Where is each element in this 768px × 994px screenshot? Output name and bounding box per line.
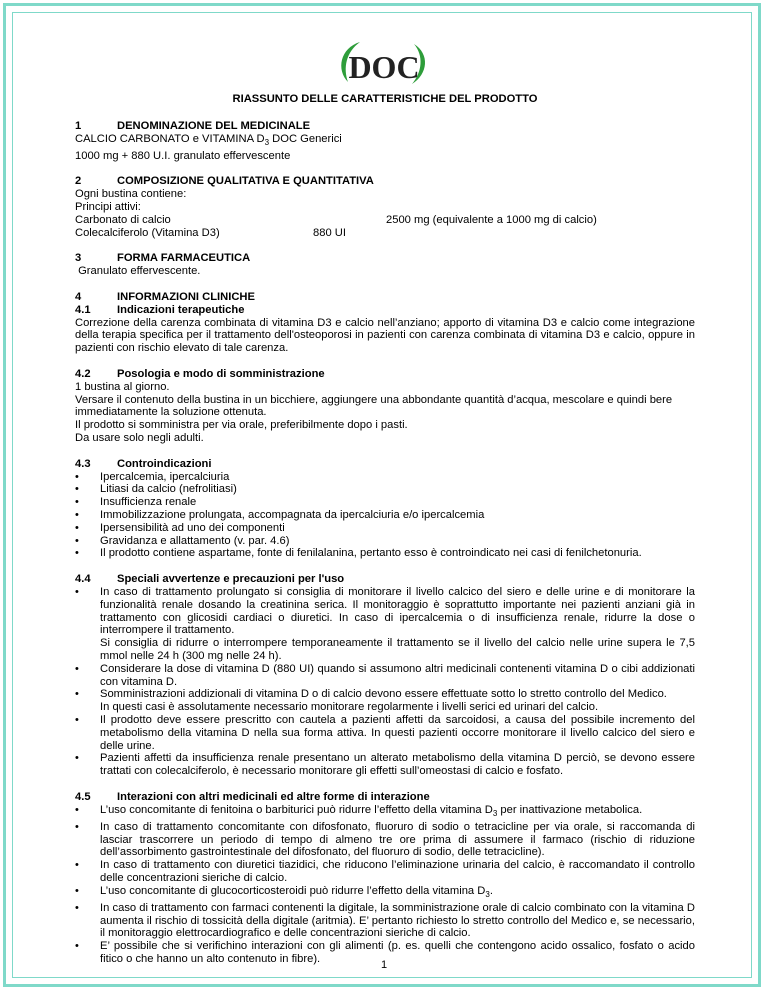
posology-line: Da usare solo negli adulti.: [75, 431, 204, 444]
document-body: [75, 90, 695, 966]
section-title: COMPOSIZIONE QUALITATIVA E QUANTITATIVA: [117, 175, 374, 188]
list-item: • Gravidanza e allattamento (v. par. 4.6): [75, 535, 695, 548]
section-number: 2: [75, 175, 82, 188]
section-4-heading: [75, 291, 695, 304]
logo-text: DOC: [348, 49, 420, 85]
section-3-heading: [75, 252, 695, 265]
list-item: • Considerare la dose di vitamina D (880 UI) quando si assumono altri medicinali contenenti vitamina D o cibi addizionati con vitamina D.: [75, 663, 695, 689]
section-number: 4: [75, 291, 82, 303]
list-item: • Immobilizzazione prolungata, accompagnata da ipercalciuria e/o ipercalcemia: [75, 509, 695, 522]
page-number: 1: [380, 959, 388, 971]
posology-line: Versare il contenuto della bustina in un bicchiere, aggiungere una abbondante quantità d’acqua, mescolare e quindi bere immediatamente la soluzione ottenuta.: [75, 393, 673, 419]
document-title: RIASSUNTO DELLE CARATTERISTICHE DEL PRODOTTO: [232, 93, 538, 105]
indications-text: Correzione della carenza combinata di vitamina D3 e calcio nell’anziano; apporto di vitamina D3 e calcio come integrazione della terapia specifica per il trattamento dell'osteoporosi in pazienti con carenza combinata di vitamina D3 e calcio, oppure in pazienti con rischio elevato di tale carenza.: [75, 316, 695, 355]
list-item: • In caso di trattamento prolungato si consiglia di monitorare il livello calcico del siero e delle urine e di monitorare la funzionalità renale dosando la creatinina serica. Il monitoraggio è soprattutto importante nei pazienti anziani già in trattamento con glicosidi cardiaci o diuretici. In caso di ipercalcemia o di insufficienza renale, ridurre la dose o interrompere il trattamento. Si consiglia di ridurre o interrompere temporaneamente il trattamento se il livello del calcio nelle urine supera le 7,5 mmol nelle 24 h (300 mg nelle 24 h).: [75, 586, 695, 663]
ingredient-row-vitamin-d3: [75, 227, 695, 240]
list-item: • L’uso concomitante di glucocorticosteroidi può ridurre l’effetto della vitamina $D_3$.: [75, 885, 695, 902]
posology-line: 1 bustina al giorno.: [75, 380, 170, 393]
interactions-list: [75, 804, 695, 966]
section-number: 1: [75, 119, 82, 132]
list-item: • In caso di trattamento con diuretici tiazidici, che riducono l’eliminazione urinaria del calcio, è raccomandato il controllo delle concentrazioni sieriche di calcio.: [75, 859, 695, 885]
section-title: DENOMINAZIONE DEL MEDICINALE: [117, 119, 311, 132]
ingredient-name: Colecalciferolo (Vitamina D3): [75, 226, 220, 239]
section-title: INFORMAZIONI CLINICHE: [117, 291, 255, 303]
list-item: • Il prodotto contiene aspartame, fonte di fenilalanina, pertanto esso è controindicato nei casi di fenilchetonuria.: [75, 547, 695, 560]
ingredient-quantity: 880 UI: [313, 226, 346, 239]
warnings-list: [75, 586, 695, 778]
section-title: Interazioni con altri medicinali ed altre forme di interazione: [117, 790, 430, 803]
section-title: Controindicazioni: [117, 457, 212, 470]
section-1-heading: [75, 120, 695, 133]
section-4-5-heading: [75, 791, 695, 804]
ingredient-name: Carbonato di calcio: [75, 213, 171, 226]
section-4-2-heading: [75, 368, 695, 381]
section-number: 4.4: [75, 573, 91, 586]
doc-logo: [326, 38, 442, 88]
section-number: 4.2: [75, 367, 91, 380]
list-item: • L’uso concomitante di fenitoina o barbiturici può ridurre l’effetto della vitamina $D_3$ per inattivazione metabolica.: [75, 804, 695, 821]
section-title: FORMA FARMACEUTICA: [117, 252, 251, 265]
list-item: • Insufficienza renale: [75, 496, 695, 509]
list-item: • Ipersensibilità ad uno dei componenti: [75, 522, 695, 535]
section-number: 3: [75, 252, 82, 265]
list-item: • Somministrazioni addizionali di vitamina D o di calcio devono essere effettuate sotto lo stretto controllo del Medico. In questi casi è assolutamente necessario monitorare regolarmente i livelli serici ed urinari del calcio.: [75, 688, 695, 714]
posology-line: Il prodotto si somministra per via orale, preferibilmente dopo i pasti.: [75, 419, 408, 432]
section-title: Speciali avvertenze e precauzioni per l'uso: [117, 573, 345, 586]
active-ingredients-label: Principi attivi:: [75, 201, 141, 214]
list-item: • Ipercalcemia, ipercalciuria: [75, 471, 695, 484]
list-item: • Il prodotto deve essere prescritto con cautela a pazienti affetti da sarcoidosi, a causa del possibile incremento del metabolismo della vitamina D nella sua forma attiva. In questi pazienti occorre monitorare il livello calcico del siero e delle urine.: [75, 714, 695, 752]
ingredient-row-calcium: [75, 214, 695, 227]
section-4-1-heading: [75, 304, 695, 317]
contraindications-list: [75, 471, 695, 561]
section-2-heading: [75, 175, 695, 188]
section-number: 4.5: [75, 790, 91, 803]
list-item: • In caso di trattamento concomitante con difosfonato, fluoruro di sodio o tetracicline per via orale, si raccomanda di lasciar trascorrere un periodo di tempo di almeno tre ore prima di assumere il farmaco (rischio di riduzione dell’assorbimento gastrointestinale del difosfonato, del fluoruro di sodio, delle tetracicline).: [75, 821, 695, 859]
pharmaceutical-form: Granulato effervescente.: [75, 265, 201, 278]
ingredient-quantity: 2500 mg (equivalente a 1000 mg di calcio): [386, 213, 597, 226]
section-title: Posologia e modo di somministrazione: [117, 367, 325, 380]
list-item: • Pazienti affetti da insufficienza renale presentano un alterato metabolismo della vitamina D perciò, se devono essere trattati con colecalciferolo, è necessario monitorare gli effetti sull’omeostasi di calcio e fosfato.: [75, 752, 695, 778]
section-number: 4.3: [75, 457, 91, 470]
list-item: • In caso di trattamento con farmaci contenenti la digitale, la somministrazione orale di calcio combinato con la vitamina D aumenta il rischio di tossicità della digitale (aritmia). E’ pertanto richiesto lo stretto controllo del Medico e, se necessario, il monitoraggio elettrocardiografico e delle concentrazioni sieriche di calcio.: [75, 902, 695, 940]
product-strength: 1000 mg + 880 U.I. granulato effervescente: [75, 149, 291, 162]
composition-intro: Ogni bustina contiene:: [75, 188, 187, 201]
section-4-4-heading: [75, 573, 695, 586]
section-4-3-heading: [75, 458, 695, 471]
product-name: CALCIO CARBONATO e VITAMINA $D_3$ DOC Generici: [75, 132, 342, 147]
section-number: 4.1: [75, 303, 91, 316]
list-item: • Litiasi da calcio (nefrolitiasi): [75, 483, 695, 496]
section-title: Indicazioni terapeutiche: [117, 303, 245, 316]
list-item: • E’ possibile che si verifichino interazioni con gli alimenti (p. es. quelli che contengono acido ossalico, fosfato o acido fitico o che hanno un alto contenuto in fibre).: [75, 940, 695, 966]
